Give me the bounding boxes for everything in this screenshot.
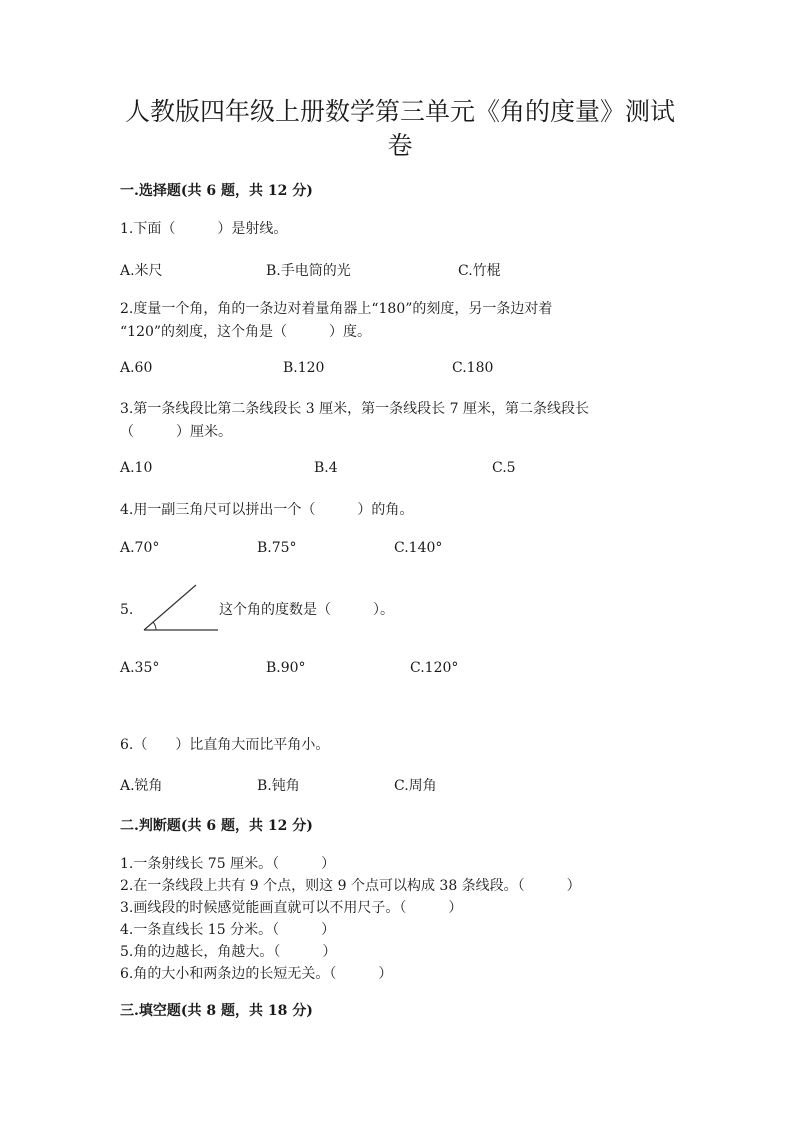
q2-option-a: A.60 bbox=[120, 360, 153, 376]
section-heading-fill: 三.填空题(共 8 题，共 18 分) bbox=[120, 1003, 313, 1019]
section-heading-choice: 一.选择题(共 6 题，共 12 分) bbox=[120, 183, 313, 199]
q6-option-c: C.周角 bbox=[394, 778, 437, 794]
angle-figure bbox=[140, 582, 222, 636]
q1-option-c: C.竹棍 bbox=[458, 263, 501, 279]
question-3-line-2: （ ）厘米。 bbox=[120, 424, 232, 440]
q3-option-b: B.4 bbox=[314, 460, 338, 476]
question-5: 这个角的度数是（ ）。 bbox=[219, 602, 394, 618]
page-title bbox=[100, 95, 700, 163]
judge-item-1: 1.一条射线长 75 厘米。（ ） bbox=[120, 856, 336, 872]
q2-option-b: B.120 bbox=[283, 360, 325, 376]
angle-arc bbox=[153, 622, 156, 630]
judge-item-4: 4.一条直线长 15 分米。（ ） bbox=[120, 922, 336, 938]
q4-option-b: B.75° bbox=[257, 540, 297, 556]
q1-option-a: A.米尺 bbox=[120, 263, 163, 279]
q3-option-a: A.10 bbox=[120, 460, 153, 476]
q5-option-a: A.35° bbox=[120, 660, 160, 676]
q6-option-a: A.锐角 bbox=[120, 778, 163, 794]
judge-item-6: 6.角的大小和两条边的长短无关。（ ） bbox=[120, 966, 393, 982]
angle-ray bbox=[144, 585, 196, 630]
q3-option-c: C.5 bbox=[492, 460, 516, 476]
question-2-line-1: 2.度量一个角，角的一条边对着量角器上“180”的刻度，另一条边对着 bbox=[120, 301, 553, 317]
title-line-1: 人教版四年级上册数学第三单元《角的度量》测试 bbox=[124, 97, 675, 126]
judge-item-3: 3.画线段的时候感觉能画直就可以不用尺子。（ ） bbox=[120, 900, 463, 916]
q4-option-c: C.140° bbox=[394, 540, 443, 556]
q4-option-a: A.70° bbox=[120, 540, 160, 556]
section-heading-judge: 二.判断题(共 6 题，共 12 分) bbox=[120, 818, 313, 834]
judge-item-5: 5.角的边越长，角越大。（ ） bbox=[120, 944, 337, 960]
question-4: 4.用一副三角尺可以拼出一个（ ）的角。 bbox=[120, 502, 414, 518]
question-1: 1.下面（ ）是射线。 bbox=[120, 221, 288, 237]
question-2-line-2: “120”的刻度，这个角是（ ）度。 bbox=[120, 324, 372, 340]
question-5-number: 5. bbox=[120, 602, 134, 618]
q6-option-b: B.钝角 bbox=[257, 778, 300, 794]
title-line-2: 卷 bbox=[387, 131, 413, 160]
question-3-line-1: 3.第一条线段比第二条线段长 3 厘米，第一条线段长 7 厘米，第二条线段长 bbox=[120, 401, 589, 417]
q1-option-b: B.手电筒的光 bbox=[266, 263, 351, 279]
question-6: 6.（ ）比直角大而比平角小。 bbox=[120, 737, 330, 753]
q5-option-b: B.90° bbox=[266, 660, 306, 676]
judge-item-2: 2.在一条线段上共有 9 个点，则这 9 个点可以构成 38 条线段。（ ） bbox=[120, 878, 581, 894]
q2-option-c: C.180 bbox=[452, 360, 494, 376]
q5-option-c: C.120° bbox=[410, 660, 459, 676]
